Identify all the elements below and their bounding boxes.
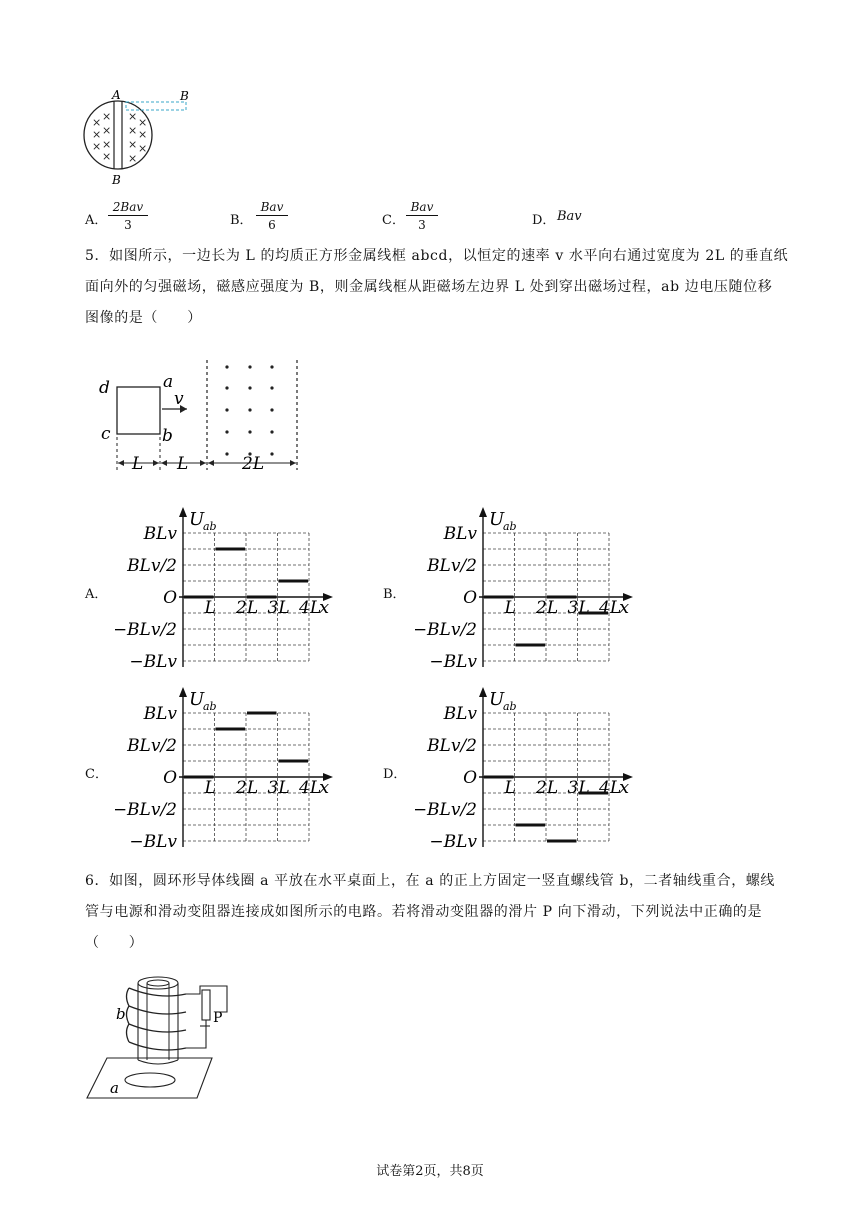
x-axis-label: x [319, 777, 330, 798]
q5-label-c: c [101, 424, 111, 444]
q5-label-v: v [174, 389, 184, 409]
y-tick-label: −BLv/2 [415, 800, 477, 820]
y-tick-label: BLv/2 [427, 736, 477, 756]
x-tick-label: 3L [267, 778, 290, 798]
svg-text:×: × [102, 110, 112, 123]
q5-dim-2: L [177, 454, 189, 474]
y-axis-label: U [489, 689, 505, 710]
q4-option-a-letter[interactable]: A． [85, 213, 108, 228]
y-tick-label: O [463, 768, 477, 788]
svg-text:×: × [102, 138, 112, 151]
svg-text:×: × [92, 140, 102, 153]
q4-option-b-fraction: Bav 6 [256, 200, 288, 232]
x-tick-label: 3L [267, 598, 290, 618]
svg-text:×: × [128, 138, 138, 151]
y-tick-label: BLv [443, 704, 477, 724]
svg-text:×: × [138, 142, 148, 155]
q4-figure [80, 88, 200, 188]
q4-option-d-letter[interactable]: D． [532, 213, 556, 228]
x-tick-label: 4L [299, 778, 322, 798]
q6-figure [82, 968, 232, 1108]
q5-option-b-letter[interactable]: B． [383, 587, 406, 602]
q5-graph-a-svg [115, 505, 345, 675]
x-tick-label: 4L [599, 598, 622, 618]
x-axis-label: x [619, 597, 630, 618]
q5-line-2: 面向外的匀强磁场，磁感应强度为 B，则金属线框从距磁场左边界 L 处到穿出磁场过程，ab 边电压随位移 [85, 279, 773, 295]
x-tick-label: 2L [536, 598, 559, 618]
x-axis-label: x [619, 777, 630, 798]
y-tick-label: BLv/2 [127, 556, 177, 576]
q5-label-d: d [99, 378, 110, 398]
q5-label-b: b [162, 426, 173, 446]
page-footer: 试卷第2页，共8页 [376, 1164, 484, 1179]
svg-text:×: × [92, 128, 102, 141]
y-axis-label: U [189, 509, 205, 530]
svg-text:×: × [128, 124, 138, 137]
q5-option-c-letter[interactable]: C． [85, 767, 108, 782]
x-tick-label: 2L [236, 598, 259, 618]
x-tick-label: L [204, 598, 216, 618]
svg-text:×: × [138, 116, 148, 129]
q5-graph-c [115, 685, 345, 855]
svg-text:×: × [138, 128, 148, 141]
y-axis-label: U [489, 509, 505, 530]
y-axis-arrow [179, 687, 187, 697]
q5-figure [92, 355, 307, 475]
q5-option-d-letter[interactable]: D． [383, 767, 407, 782]
x-tick-label: 3L [567, 778, 590, 798]
q5-graph-b [415, 505, 645, 675]
y-axis-arrow [179, 507, 187, 517]
q5-graph-b-svg [415, 505, 645, 675]
x-tick-label: 4L [299, 598, 322, 618]
q5-graph-c-svg [115, 685, 345, 855]
q4-option-b-letter[interactable]: B． [230, 213, 253, 228]
q5-option-a-letter[interactable]: A． [85, 587, 108, 602]
y-tick-label: −BLv [429, 832, 477, 852]
y-axis-subscript: ab [203, 700, 217, 713]
q4-label-b-bottom: B [112, 173, 121, 187]
q5-dim-3: 2L [242, 454, 265, 474]
svg-text:×: × [128, 110, 138, 123]
y-tick-label: O [163, 768, 177, 788]
x-tick-label: 3L [567, 598, 590, 618]
y-tick-label: −BLv/2 [115, 800, 177, 820]
q6-label-a: a [110, 1079, 119, 1097]
y-axis-subscript: ab [503, 520, 517, 533]
q5-label-a: a [163, 372, 174, 392]
q5-dim-1: L [132, 454, 144, 474]
y-axis-arrow [479, 687, 487, 697]
y-axis-label: U [189, 689, 205, 710]
q5-graph-d [415, 685, 645, 855]
svg-text:×: × [102, 150, 112, 163]
q4-label-a: A [112, 88, 121, 102]
x-tick-label: L [204, 778, 216, 798]
x-tick-label: L [504, 778, 516, 798]
y-tick-label: −BLv [129, 832, 177, 852]
q5-line-3: 图像的是（ ） [85, 310, 202, 326]
svg-text:×: × [102, 124, 112, 137]
x-tick-label: L [504, 598, 516, 618]
y-tick-label: BLv [443, 524, 477, 544]
y-axis-subscript: ab [503, 700, 517, 713]
x-axis-label: x [319, 597, 330, 618]
svg-text:×: × [128, 152, 138, 165]
q4-option-c-letter[interactable]: C． [382, 213, 405, 228]
y-tick-label: BLv/2 [427, 556, 477, 576]
q5-graph-a [115, 505, 345, 675]
y-axis-arrow [479, 507, 487, 517]
x-tick-label: 2L [236, 778, 259, 798]
y-axis-subscript: ab [203, 520, 217, 533]
y-tick-label: −BLv/2 [115, 620, 177, 640]
y-tick-label: BLv [143, 704, 177, 724]
q6-line-3: （ ） [85, 935, 144, 951]
q6-label-p: P [213, 1010, 223, 1026]
q6-line-2: 管与电源和滑动变阻器连接成如图所示的电路。若将滑动变阻器的滑片 P 向下滑动，下列说法中正确的是 [85, 904, 763, 920]
y-tick-label: O [163, 588, 177, 608]
q4-option-d-value: Bav [557, 209, 582, 224]
q6-line-1: 6．如图，圆环形导体线圈 a 平放在水平桌面上，在 a 的正上方固定一竖直螺线管 b，二者轴线重合，螺线 [85, 873, 776, 889]
y-tick-label: O [463, 588, 477, 608]
y-tick-label: −BLv [429, 652, 477, 672]
q5-line-1: 5．如图所示，一边长为 L 的均质正方形金属线框 abcd，以恒定的速率 v 水平向右通过宽度为 2L 的垂直纸 [85, 248, 789, 264]
y-tick-label: −BLv/2 [415, 620, 477, 640]
x-tick-label: 4L [599, 778, 622, 798]
q6-label-b: b [116, 1005, 126, 1023]
y-tick-label: −BLv [129, 652, 177, 672]
q5-graph-d-svg [415, 685, 645, 855]
q4-option-a-fraction: 2Bav 3 [108, 200, 148, 232]
svg-text:×: × [92, 116, 102, 129]
q4-label-b-top: B [180, 89, 189, 103]
y-tick-label: BLv [143, 524, 177, 544]
q4-option-c-fraction: Bav 3 [406, 200, 438, 232]
y-tick-label: BLv/2 [127, 736, 177, 756]
x-tick-label: 2L [536, 778, 559, 798]
